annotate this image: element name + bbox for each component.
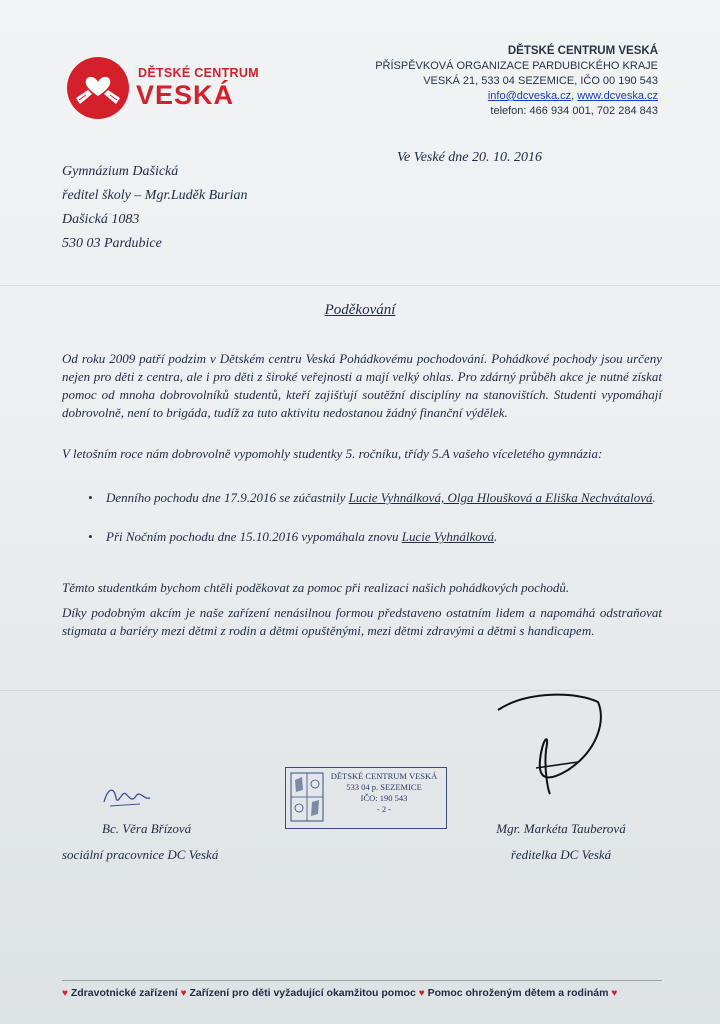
org-address: VESKÁ 21, 533 04 SEZEMICE, IČO 00 190 543 (423, 75, 658, 87)
heart-icon: ♥ (62, 988, 68, 999)
heart-hands-logo-icon (66, 56, 130, 120)
paper-fold (0, 285, 720, 286)
paragraph-intro: Od roku 2009 patří podzim v Dětském centru Veská Pohádkovému pochodování. Pohádkové pochody jsou určeny nejen pro děti z centra, ale i pro děti z široké veřejnosti a mají velký ohlas. Pro zdárný průběh akce je nutné získat pomoc od mnoha dobrovolníků studentů, kteří zajišťují soutěžní disciplíny na stanovištích. Studenti vypomáhají dobrovolně, není to brigáda, tudíž za tuto aktivitu nedostanou žádný finanční výdělek. (62, 351, 662, 420)
list-item-text: Denního pochodu dne 17.9.2016 se zúčastnily (106, 490, 349, 505)
recipient-line: 530 03 Pardubice (62, 236, 162, 251)
list-item-suffix: . (494, 529, 498, 544)
footer-slogans (62, 987, 692, 999)
organization-header (375, 44, 658, 119)
signature-right (481, 816, 641, 868)
paragraph-thanks: Těmto studentkám bychom chtěli poděkovat za pomoc při realizaci našich pohádkových pochodů. (62, 580, 570, 595)
stamp-line: IČO: 190 543 (360, 793, 408, 803)
signature-scribble-right-icon (488, 690, 618, 800)
heart-icon: ♥ (611, 988, 618, 999)
bullet-icon: • (88, 529, 93, 544)
coat-of-arms-icon (290, 772, 324, 822)
logo-text-top: DĚTSKÉ CENTRUM (138, 66, 259, 80)
letter-date: Ve Veské dne 20. 10. 2016 (397, 150, 543, 165)
web-link[interactable]: www.dcveska.cz (577, 90, 658, 102)
stamp-line: 533 04 p. SEZEMICE (346, 782, 422, 792)
email-link[interactable]: info@dcveska.cz (487, 90, 572, 102)
signer-name: Bc. Věra Břízová (102, 821, 192, 836)
recipient-line: ředitel školy – Mgr.Luděk Burian (62, 188, 248, 203)
recipient-address (62, 160, 247, 256)
official-stamp (285, 767, 447, 829)
heart-icon: ♥ (180, 988, 187, 999)
letter-subject: Poděkování (324, 302, 396, 318)
footer-divider (62, 980, 662, 981)
logo-text-bottom: VESKÁ (136, 80, 235, 110)
org-type: PŘÍSPĚVKOVÁ ORGANIZACE PARDUBICKÉHO KRAJE (375, 60, 658, 72)
org-name: DĚTSKÉ CENTRUM VESKÁ (507, 45, 658, 57)
footer-item: Zařízení pro děti vyžadující okamžitou pomoc (189, 987, 416, 999)
org-phone: telefon: 466 934 001, 702 284 843 (490, 105, 658, 117)
signer-name: Mgr. Markéta Tauberová (496, 821, 626, 836)
heart-icon: ♥ (418, 988, 425, 999)
footer-item: Zdravotnické zařízení (70, 987, 178, 999)
bullet-icon: • (88, 490, 93, 505)
recipient-line: Dašická 1083 (62, 212, 140, 227)
recipient-line: Gymnázium Dašická (62, 164, 179, 179)
stamp-line: - 2 - (376, 804, 392, 814)
stamp-line: DĚTSKÉ CENTRUM VESKÁ (330, 771, 438, 781)
signer-role: ředitelka DC Veská (510, 847, 612, 862)
signature-left (62, 816, 218, 868)
student-names: Lucie Vyhnálková (401, 529, 495, 544)
student-names: Lucie Vyhnálková, Olga Hloušková a Eliška Nechvátalová (348, 490, 653, 505)
paragraph-benefits: Díky podobným akcím je naše zařízení nenásilnou formou představeno ostatním lidem a napomáhá odstraňovat stigmata a bariéry mezi dětmi z rodin a dětmi opuštěnými, mezi dětmi zdravými a dětmi s handicapem. (62, 605, 662, 638)
signature-scribble-left-icon (96, 780, 156, 814)
list-item-suffix: . (652, 490, 656, 505)
list-item-text: Při Nočním pochodu dne 15.10.2016 vypomáhala znovu (106, 529, 402, 544)
paragraph-volunteers: V letošním roce nám dobrovolně vypomohly studentky 5. ročníku, třídy 5.A vašeho víceletého gymnázia: (62, 446, 603, 461)
signer-role: sociální pracovnice DC Veská (62, 847, 219, 862)
footer-item: Pomoc ohroženým dětem a rodinám (427, 987, 609, 999)
org-contacts: info@dcveska.cz, www.dcveska.cz (487, 90, 658, 102)
